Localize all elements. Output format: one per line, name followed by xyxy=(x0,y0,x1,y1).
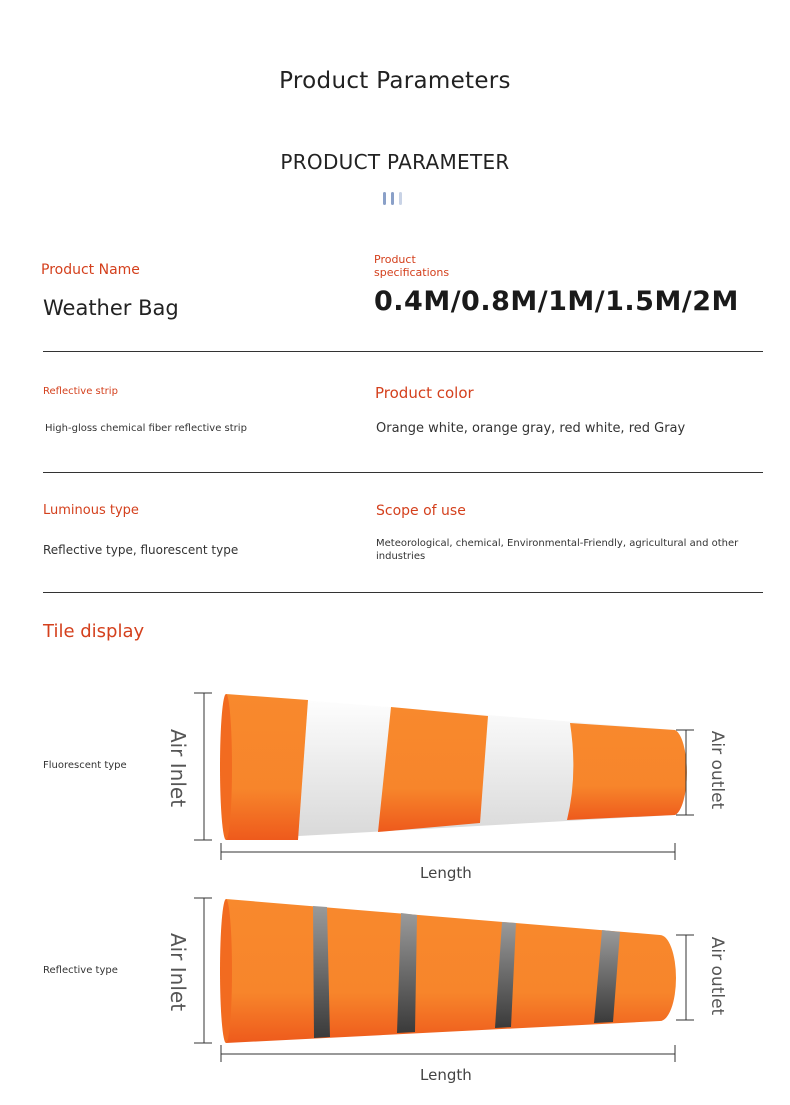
luminous-type-label: Luminous type xyxy=(43,503,139,518)
page-title: Product Parameters xyxy=(279,68,511,94)
section-subtitle: PRODUCT PARAMETER xyxy=(280,150,510,174)
product-name-value: Weather Bag xyxy=(43,296,179,320)
divider-1 xyxy=(43,351,763,352)
spec-label-line-1: Product xyxy=(374,253,416,266)
orange-band-2 xyxy=(378,707,488,832)
length-dimension xyxy=(221,843,675,860)
length-label-2: Length xyxy=(420,1066,472,1084)
dot-2 xyxy=(391,192,394,205)
air-outlet-label-1: Air outlet xyxy=(707,730,727,810)
divider-2 xyxy=(43,472,763,473)
scope-of-use-label: Scope of use xyxy=(376,503,466,519)
inlet-dimension xyxy=(194,693,212,840)
product-name-label: Product Name xyxy=(41,262,140,278)
reflective-windsock-illustration xyxy=(150,885,750,1095)
fluorescent-type-label: Fluorescent type xyxy=(43,760,127,771)
outlet-dimension xyxy=(676,935,694,1020)
dot-3 xyxy=(399,192,402,205)
reflective-type-label: Reflective type xyxy=(43,965,118,976)
dot-1 xyxy=(383,192,386,205)
air-inlet-label-2: Air Inlet xyxy=(166,932,190,1012)
orange-band-3 xyxy=(567,723,687,820)
inlet-dimension xyxy=(194,898,212,1043)
divider-3 xyxy=(43,592,763,593)
scope-of-use-value: Meteorological, chemical, Environmental-Friendly, agricultural and other industries xyxy=(376,538,739,562)
reflective-strip-value: High-gloss chemical fiber reflective strip xyxy=(45,423,247,434)
tile-display-heading: Tile display xyxy=(43,621,145,642)
product-color-label: Product color xyxy=(375,384,474,402)
decorative-dots xyxy=(383,192,409,206)
length-label-1: Length xyxy=(420,864,472,882)
product-specifications-value: 0.4M/0.8M/1M/1.5M/2M xyxy=(374,286,739,317)
product-color-value: Orange white, orange gray, red white, red Gray xyxy=(376,421,686,436)
air-inlet-label-1: Air Inlet xyxy=(166,728,190,808)
product-specifications-label xyxy=(374,253,449,279)
luminous-type-value: Reflective type, fluorescent type xyxy=(43,543,239,557)
orange-band-1 xyxy=(226,694,308,840)
length-dimension xyxy=(221,1045,675,1062)
reflective-strip-label: Reflective strip xyxy=(43,386,118,397)
spec-label-line-2: specifications xyxy=(374,266,450,279)
air-outlet-label-2: Air outlet xyxy=(707,936,727,1016)
fluorescent-windsock-illustration xyxy=(150,680,750,890)
